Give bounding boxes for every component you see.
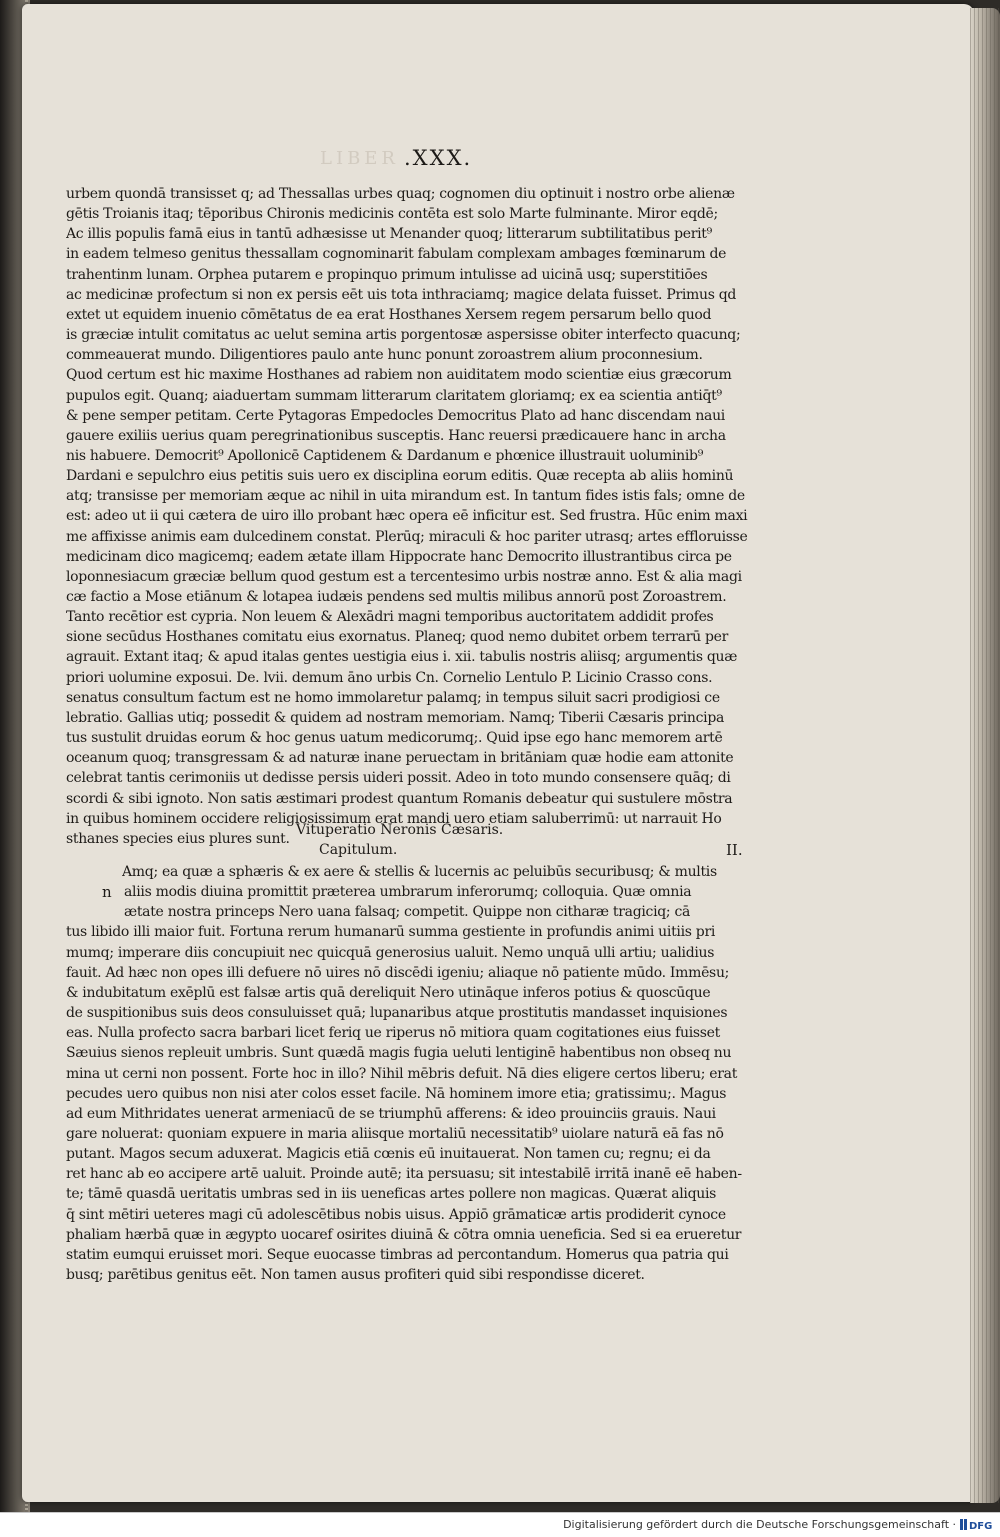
text-line: sione secūdus Hosthanes comitatu eius exornatus. Planeq; quod nemo dubitet orbem terrarū per bbox=[66, 629, 729, 646]
text-line: mumq; imperare diis concupiuit nec quicquā generosius ualuit. Nemo unquā ulli artiu; ualidius bbox=[66, 944, 715, 961]
text-line: medicinam dico magicemq; eadem ætate illam Hippocrate hanc Democrito illustrantibus circa pe bbox=[66, 548, 732, 565]
text-line: pecudes uero quibus non nisi ater colos esset facile. Nā hominem imore etia; gratissimu;. Magus bbox=[66, 1085, 727, 1102]
dfg-logo bbox=[960, 1517, 994, 1532]
text-line: Quod certum est hic maxime Hosthanes ad rabiem non auiditatem modo scientiæ eius græcorum bbox=[66, 367, 732, 384]
text-line: scordi & sibi ignoto. Non satis æstimari prodest quantum Romanis debeatur qui sustulere mōstra bbox=[66, 790, 733, 807]
text-line: urbem quondā transisset q; ad Thessallas urbes quaq; cognomen diu optinuit i nostro orbe alienæ bbox=[66, 186, 735, 202]
text-line: fauit. Ad hæc non opes illi defuere nō uires nō discēdi igeniu; aliaque nō patiente mūdo. Immēsu; bbox=[66, 964, 730, 981]
initial-letter-guide: n bbox=[102, 883, 112, 901]
folio-number: .XXX. bbox=[404, 146, 473, 170]
section-title: Vituperatio Neronis Cæsaris. bbox=[296, 822, 504, 838]
fore-edge bbox=[970, 8, 1000, 1503]
text-line: ad eum Mithridates uenerat armeniacū de se triumphū afferens: & ideo prouinciis grauis. Naui bbox=[66, 1105, 716, 1122]
text-line: est: adeo ut ii qui cætera de uiro illo probant hæc opera eē inficitur est. Sed frustra. Hūc enim maxi bbox=[66, 508, 748, 525]
text-line: Sæuius sienos repleuit umbris. Sunt quædā magis fugia ueluti lentiginē habentibus non obseq nu bbox=[66, 1045, 732, 1062]
text-line: gētis Troianis itaq; tēporibus Chironis medicinis contēta est solo Marte fulminante. Miror eqdē; bbox=[66, 206, 718, 223]
text-line: ætate nostra princeps Nero uana falsaq; competit. Quippe non citharæ tragiciq; cā bbox=[124, 904, 691, 921]
text-line: tus sustulit druidas eorum & hoc genus uatum medicorumq;. Quid ipse ego hanc memorem artē bbox=[66, 730, 723, 747]
text-line: gauere exiliis uerius quam peregrinationibus susceptis. Hanc reuersi prædicauere hanc in archa bbox=[66, 427, 726, 444]
text-line: oceanum quoq; transgressam & ad naturæ inane peruectam in britāniam quæ hodie eam attonite bbox=[66, 750, 734, 767]
text-line: loponnesiacum græciæ bellum quod gestum est a tercentesimo urbis nostræ anno. Est & alia magi bbox=[66, 568, 742, 585]
text-line: tus libido illi maior fuit. Fortuna rerum humanarū summa gestiente in profundis animi uitiis pri bbox=[66, 924, 716, 941]
text-line: commeauerat mundo. Diligentiores paulo ante hunc ponunt zoroastrem alium proconnesium. bbox=[66, 347, 703, 364]
text-line: extet ut equidem inuenio cōmētatus de ea erat Hosthanes Xersem regem persarum bello quod bbox=[66, 306, 712, 323]
text-line: Dardani e sepulchro eius petitis suis uero ex disciplina eorum editis. Quæ recepta ab aliis hominū bbox=[66, 468, 734, 485]
text-line: eas. Nulla profecto sacra barbari licet feriq ue riperus nō mitiora quam cogitationes eius fuisset bbox=[66, 1025, 720, 1042]
text-line: & indubitatum exēplū est falsæ artis quā dereliquit Nero utināque inferos potius & quoscūque bbox=[66, 984, 711, 1001]
text-line: senatus consultum factum est ne homo immolaretur palamq; in tempus siluit sacri prodigiosi ce bbox=[66, 689, 720, 706]
text-line: priori uolumine exposui. De. lvii. demum āno urbis Cn. Cornelio Lentulo P. Licinio Crasso cons. bbox=[66, 669, 713, 686]
text-line: ret hanc ab eo accipere artē ualuit. Proinde autē; ita persuasu; sit intestabilē irritā inanē eē haben- bbox=[66, 1166, 742, 1183]
text-line: statim eumqui eruisset mori. Seque euocasse timbras ad percontandum. Homerus qua patria qui bbox=[66, 1246, 729, 1263]
text-line: de suspitionibus suis deos consuluisset quā; lupanaribus atque prostitutis mandasset inquisiones bbox=[66, 1005, 728, 1022]
text-line: gare noluerat: quoniam expuere in maria aliisque mortaliū necessitatib⁹ uiolare naturā eā fas nō bbox=[66, 1125, 724, 1142]
text-line: ac medicinæ profectum si non ex persis eēt uis tota inthraciamq; magice delata fuisset. Primus qd bbox=[66, 286, 737, 303]
text-line: in quibus hominem occidere religiosissimum erat mandi uero etiam saluberrimū: ut narrauit Ho bbox=[66, 810, 722, 827]
text-line: sthanes species eius plures sunt. bbox=[66, 830, 290, 847]
show-through-running-head: LIBER bbox=[320, 148, 399, 169]
text-line: trahentinm lunam. Orphea putarem e propinquo primum intulisse ad uicinā usq; superstitiōes bbox=[66, 266, 708, 283]
text-line: pupulos egit. Quanq; aiaduertam summam litterarum claritatem gloriamq; ex ea scientia antiq̄t⁹ bbox=[66, 387, 722, 404]
text-line: cæ factio a Mose etiānum & lotapea iudæis pendens sed multis milibus annorū post Zoroastrem. bbox=[66, 589, 727, 605]
text-line: me affixisse animis eam dulcedinem constat. Plerūq; miraculi & hoc pariter utrasq; artes effloruisse bbox=[66, 528, 748, 545]
digitization-footer bbox=[0, 1512, 1000, 1537]
text-line: mina ut cerni non possent. Forte hoc in illo? Nihil mēbris defuit. Nā dies eligere certos liberu; erat bbox=[66, 1065, 738, 1082]
text-line: q̄ sint mētiri ueteres magi cū adolescētibus nobis uisus. Appiō grāmaticæ artis prodiderit cynoce bbox=[66, 1206, 726, 1223]
text-line: te; tāmē quasdā ueritatis umbras sed in iis ueneficas artes pollere non magicas. Quærat aliquis bbox=[66, 1186, 717, 1203]
text-line: is græciæ intulit comitatus ac uelut semina artis porgentosæ aspersisse obiter interfecto quacunq; bbox=[66, 327, 741, 344]
text-line: agrauit. Extant itaq; & apud italas gentes uestigia eius i. xii. tabulis nostris aliisq; argumentis quæ bbox=[66, 649, 738, 666]
chapter-number: II. bbox=[726, 841, 743, 859]
footer-credit: Digitalisierung gefördert durch die Deutsche Forschungsgemeinschaft · bbox=[563, 1518, 956, 1531]
text-line: atq; transisse per memoriam æque ac nihil in uita mirandum est. In tantum fides istis fals; omne de bbox=[66, 488, 745, 505]
text-line: putant. Magos secum aduxerat. Magicis etiā cœnis eū inuitauerat. Non tamen cu; regnu; ei da bbox=[66, 1146, 711, 1163]
text-line: busq; parētibus genitus eēt. Non tamen ausus profiteri quid sibi respondisse diceret. bbox=[66, 1267, 645, 1283]
text-line: aliis modis diuina promittit præterea umbrarum inferorumq; colloquia. Quæ omnia bbox=[124, 884, 692, 901]
text-line: phaliam hærbā quæ in ægypto uocaref osirites diuinā & cōtra omnia ueneficia. Sed si ea erueretur bbox=[66, 1226, 742, 1243]
text-line: & pene semper petitam. Certe Pytagoras Empedocles Democritus Plato ad hanc discendam naui bbox=[66, 407, 725, 424]
text-line: in eadem telmeso genitus thessallam cognominarit fabulam complexam ambages fœminarum de bbox=[66, 246, 727, 263]
text-line: celebrat tantis cerimoniis ut dedisse persis uideri possit. Adeo in toto mundo consensere quāq; di bbox=[66, 770, 731, 787]
capitulum-label: Capitulum. bbox=[319, 842, 398, 858]
svg-text:DFG: DFG bbox=[969, 1521, 993, 1532]
text-line: nis habuere. Democrit⁹ Apollonicē Captidenem & Dardanum e phœnice illustrauit uoluminib⁹ bbox=[66, 447, 704, 464]
text-line: Tanto recētior est cypria. Non leuem & Alexādri magni temporibus auctoritatem addidit profes bbox=[66, 609, 714, 626]
text-line: Ac illis populis famā eius in tantū adhæsisse ut Menander quoq; litterarum subtilitatibus perit⁹ bbox=[66, 226, 712, 243]
text-line: Amq; ea quæ a sphæris & ex aere & stellis & lucernis ac peluibūs securibusq; & multis bbox=[122, 864, 717, 880]
text-line: lebratio. Gallias utiq; possedit & quidem ad nostram memoriam. Namq; Tiberii Cæsaris principa bbox=[66, 709, 725, 726]
